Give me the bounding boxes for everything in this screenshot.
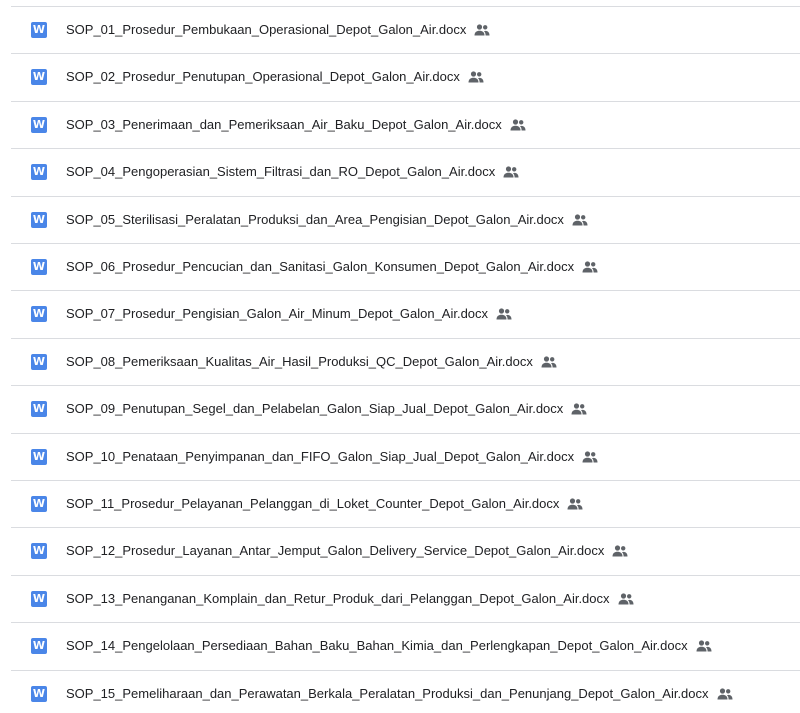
file-row[interactable] (11, 385, 800, 432)
word-doc-icon: W (32, 638, 46, 652)
file-name-label: SOP_15_Pemeliharaan_dan_Perawatan_Berkala_Peralatan_Produksi_dan_Penunjang_Depot_Galon_Air.docx (66, 686, 709, 701)
word-doc-icon: W (32, 354, 46, 368)
people-icon (582, 451, 598, 463)
people-icon (510, 119, 526, 131)
word-doc-icon: W (32, 117, 46, 131)
people-icon (717, 688, 733, 700)
word-doc-icon: W (32, 306, 46, 320)
file-row[interactable] (11, 101, 800, 148)
file-row[interactable] (11, 480, 800, 527)
people-icon (571, 403, 587, 415)
file-row[interactable] (11, 196, 800, 243)
file-name-label: SOP_09_Penutupan_Segel_dan_Pelabelan_Galon_Siap_Jual_Depot_Galon_Air.docx (66, 401, 564, 416)
word-doc-icon: W (32, 259, 46, 273)
file-row[interactable] (11, 148, 800, 195)
file-row[interactable] (11, 433, 800, 480)
file-name-label: SOP_04_Pengoperasian_Sistem_Filtrasi_dan_RO_Depot_Galon_Air.docx (66, 164, 496, 179)
file-name[interactable] (66, 449, 598, 464)
file-name-label: SOP_10_Penataan_Penyimpanan_dan_FIFO_Galon_Siap_Jual_Depot_Galon_Air.docx (66, 449, 575, 464)
file-name-label: SOP_05_Sterilisasi_Peralatan_Produksi_dan_Area_Pengisian_Depot_Galon_Air.docx (66, 212, 564, 227)
word-doc-icon: W (32, 686, 46, 700)
file-name[interactable] (66, 638, 712, 653)
file-name[interactable] (66, 259, 598, 274)
people-icon (572, 214, 588, 226)
file-name[interactable] (66, 686, 733, 701)
word-doc-icon: W (32, 496, 46, 510)
people-icon (612, 545, 628, 557)
word-doc-icon: W (32, 449, 46, 463)
file-name-label: SOP_03_Penerimaan_dan_Pemeriksaan_Air_Baku_Depot_Galon_Air.docx (66, 117, 502, 132)
file-row[interactable] (11, 622, 800, 669)
file-row[interactable] (11, 575, 800, 622)
people-icon (468, 71, 484, 83)
file-name-label: SOP_11_Prosedur_Pelayanan_Pelanggan_di_Loket_Counter_Depot_Galon_Air.docx (66, 496, 560, 511)
word-doc-icon: W (32, 164, 46, 178)
file-row[interactable] (11, 243, 800, 290)
word-doc-icon: W (32, 591, 46, 605)
file-name[interactable] (66, 496, 583, 511)
file-name-label: SOP_06_Prosedur_Pencucian_dan_Sanitasi_Galon_Konsumen_Depot_Galon_Air.docx (66, 259, 575, 274)
file-row[interactable] (11, 53, 800, 100)
file-name[interactable] (66, 401, 587, 416)
people-icon (503, 166, 519, 178)
file-name-label: SOP_13_Penanganan_Komplain_dan_Retur_Produk_dari_Pelanggan_Depot_Galon_Air.docx (66, 591, 610, 606)
word-doc-icon: W (32, 543, 46, 557)
file-name[interactable] (66, 69, 484, 84)
file-row[interactable] (11, 290, 800, 337)
file-name-label: SOP_08_Pemeriksaan_Kualitas_Air_Hasil_Produksi_QC_Depot_Galon_Air.docx (66, 354, 533, 369)
file-name-label: SOP_01_Prosedur_Pembukaan_Operasional_Depot_Galon_Air.docx (66, 22, 467, 37)
file-name-label: SOP_14_Pengelolaan_Persediaan_Bahan_Baku_Bahan_Kimia_dan_Perlengkapan_Depot_Galon_Air.docx (66, 638, 688, 653)
people-icon (541, 356, 557, 368)
file-name[interactable] (66, 22, 490, 37)
people-icon (582, 261, 598, 273)
file-name[interactable] (66, 306, 512, 321)
file-row[interactable] (11, 6, 800, 53)
word-doc-icon: W (32, 401, 46, 415)
file-row[interactable] (11, 527, 800, 574)
people-icon (567, 498, 583, 510)
file-name-label: SOP_12_Prosedur_Layanan_Antar_Jemput_Galon_Delivery_Service_Depot_Galon_Air.docx (66, 543, 605, 558)
word-doc-icon: W (32, 22, 46, 36)
file-name[interactable] (66, 212, 588, 227)
file-name[interactable] (66, 164, 519, 179)
file-name-label: SOP_02_Prosedur_Penutupan_Operasional_Depot_Galon_Air.docx (66, 69, 460, 84)
file-name[interactable] (66, 543, 628, 558)
file-name-label: SOP_07_Prosedur_Pengisian_Galon_Air_Minum_Depot_Galon_Air.docx (66, 306, 489, 321)
file-row[interactable] (11, 338, 800, 385)
people-icon (696, 640, 712, 652)
file-name[interactable] (66, 117, 526, 132)
people-icon (474, 24, 490, 36)
people-icon (618, 593, 634, 605)
word-doc-icon: W (32, 69, 46, 83)
file-name[interactable] (66, 591, 634, 606)
file-row[interactable] (11, 670, 800, 713)
word-doc-icon: W (32, 212, 46, 226)
file-name[interactable] (66, 354, 557, 369)
people-icon (496, 308, 512, 320)
